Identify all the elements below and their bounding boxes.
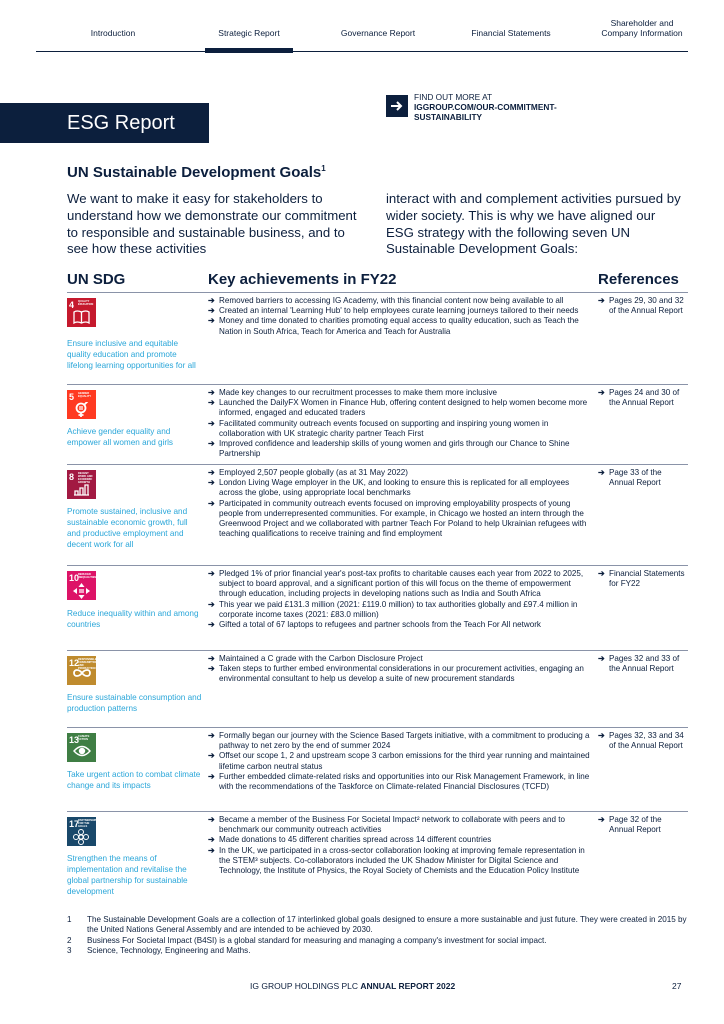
sdg-goal-icon [67,470,96,499]
page-title: ESG Report [67,112,175,134]
sdg-icon-label: CLIMATE ACTION [78,735,90,741]
sdg-row [67,727,688,811]
achievement-text: Participated in community outreach events focused on improving employability prospects of young people from underrepresented communities. For example, in Chicago we hosted an intern through the Greenwood Project and we collaborated with partner Teach For Poland to help Ukrainian refugees with teaching qualifications to receive training and find employment [219,498,587,539]
achievement-item [208,846,593,877]
arrow-right-icon: ➔ [208,306,215,316]
reference-text: Financial Statements for FY22 [609,569,685,589]
achievements-list [208,815,593,876]
references-list [598,388,688,408]
achievement-text: Made donations to 45 different charities spread across 14 different countries [219,835,492,845]
arrow-right-icon: ➔ [208,569,215,578]
achievement-item [208,815,593,835]
intro-text-col2: interact with and complement activities pursued by wider society. This is why we have aligned our ESG strategy with the following seven UN Sustainable Development Goals: [386,191,681,257]
sdg-goal-icon [67,571,96,600]
intro-text-col1: We want to make it easy for stakeholders to understand how we demonstrate our commitment to responsible and sustainable business, and to see how these activities [67,191,357,257]
achievement-item [208,296,593,306]
arrow-right-icon: ➔ [208,388,215,397]
achievements-list [208,731,593,792]
reference-text: Pages 32 and 33 of the Annual Report [609,654,680,674]
arrow-right-icon: ➔ [598,731,605,740]
achievement-text: Removed barriers to accessing IG Academy, with this financial content now being available to all [219,296,564,305]
sdg-goal-icon [67,656,96,685]
sdg-goal-icon [67,390,96,419]
reference-item [598,388,688,408]
achievement-text: Improved confidence and leadership skills of young women and girls through our Chance to Shine Partnership [219,439,570,459]
sdg-number: 8 [69,472,75,482]
achievement-item [208,499,593,540]
find-out-more-link[interactable] [386,93,686,122]
arrow-right-icon: ➔ [208,771,215,781]
arrow-right-icon: ➔ [208,845,215,855]
references-list [598,468,688,488]
achievement-item [208,731,593,751]
arrow-right-icon [386,95,408,117]
achievement-text: Taken steps to further embed environmental considerations in our procurement activities, engaging an environmental consultant to help us develop a suite of new procurement standards [219,664,584,684]
sdg-goal-description: Strengthen the means of implementation and revitalise the global partnership for sustainable development [67,854,188,896]
arrow-right-icon: ➔ [208,439,215,449]
top-navigation [36,0,688,52]
section-title [67,164,326,181]
achievement-item [208,398,593,418]
achievement-item [208,835,593,845]
sdg-row [67,384,688,464]
arrow-right-icon: ➔ [598,468,605,477]
sdg-number: 13 [69,735,80,745]
arrow-right-icon: ➔ [208,751,215,761]
achievement-text: Facilitated community outreach events focused on supporting and inspiring young women in collaboration with UK strategic charity partner Teach First [219,418,549,438]
achievement-text: Pledged 1% of prior financial year's post-tax profits to charitable causes each year from 2022 to 2025, subject to board approval, and a significant portion of this will focus on the theme of empowerment through education, including projects in developing nations such as India and South Africa [219,569,584,599]
sdg-goal-icon [67,298,96,327]
arrow-right-icon: ➔ [208,664,215,674]
references-list [598,815,688,835]
tab-financial-statements[interactable]: Financial Statements [471,27,551,38]
achievement-text: Launched the DailyFX Women in Finance Hub, offering content designed to help women become more informed, engaged and educated traders [219,398,588,418]
reference-text: Pages 24 and 30 of the Annual Report [609,388,680,408]
sdg-row [67,650,688,727]
achievement-text: London Living Wage employer in the UK, and looking to ensure this is replicated for all employees across the globe, using appropriate local benchmarks [219,478,570,498]
sdg-row [67,811,688,901]
reference-item [598,815,688,835]
achievement-item [208,751,593,771]
footer-report-name [250,981,510,991]
arrow-right-icon: ➔ [598,569,605,578]
sdg-icon-label: GENDER EQUALITY [78,392,92,398]
achievement-text: Became a member of the Business For Societal Impact² network to collaborate with peers and to benchmark our community outreach activities [219,815,565,835]
achievement-text: In the UK, we participated in a cross-sector collaboration looking at improving female representation in the STEM³ subjects. Co-collaborators included the UK Shadow Minister for Digital Science and Technology, the Institute of Physics, the Royal Society of Chemists and the Education Policy Institute [219,845,585,876]
tab-governance-report[interactable]: Governance Report [340,27,416,38]
footer-company: IG GROUP HOLDINGS PLC [250,981,359,991]
arrow-right-icon: ➔ [208,620,215,630]
sdg-number: 12 [69,658,80,668]
sdg-number: 10 [69,573,80,583]
footnote: 1 The Sustainable Development Goals are a collection of 17 interlinked global goals designed to ensure a more sustainable and just future. They were created in 2015 by the United Nations General Assembly and are intended to be achieved by 2030. [67,915,687,935]
sdg-row [67,292,688,384]
reference-item [598,731,688,751]
achievement-item [208,620,593,630]
header-references: References [598,271,679,288]
section-title-text: UN Sustainable Development Goals [67,164,322,181]
arrow-right-icon: ➔ [208,835,215,845]
find-out-more-label: FIND OUT MORE AT [414,92,493,102]
arrow-right-icon: ➔ [208,498,215,508]
sdg-icon-label: PARTNERSHIPS FOR THE GOALS [78,819,99,828]
sdg-goal-description: Ensure sustainable consumption and production patterns [67,693,202,713]
tab-strategic-report[interactable]: Strategic Report [205,0,293,52]
sdg-icon-label: DECENT WORK AND ECONOMIC GROWTH [78,472,93,484]
achievement-item [208,600,593,620]
achievement-text: Created an internal 'Learning Hub' to help employees curate learning journeys tailored to their needs [219,306,579,316]
achievement-text: Made key changes to our recruitment processes to make them more inclusive [219,388,498,397]
reference-text: Page 33 of the Annual Report [609,468,662,488]
achievements-list [208,468,593,539]
arrow-right-icon: ➔ [208,296,215,305]
arrow-right-icon: ➔ [208,815,215,824]
tab-introduction[interactable]: Introduction [90,27,136,38]
arrow-right-icon: ➔ [208,418,215,428]
references-list [598,296,688,316]
achievement-text: Maintained a C grade with the Carbon Disclosure Project [219,654,423,663]
reference-item [598,296,688,316]
arrow-right-icon: ➔ [598,654,605,663]
sdg-goal-description: Reduce inequality within and among countries [67,609,199,629]
achievement-item [208,664,593,684]
sdg-goal-description: Ensure inclusive and equitable quality education and promote lifelong learning opportunities for all [67,339,196,370]
achievement-text: Employed 2,507 people globally (as at 31 May 2022) [219,468,408,477]
references-list [598,731,688,751]
achievement-item [208,306,593,316]
sdg-goal-icon [67,817,99,846]
sdg-goal-icon [67,733,96,762]
achievement-text: Formally began our journey with the Science Based Targets initiative, with a commitment to producing a pathway to net zero by the end of summer 2024 [219,731,590,751]
reference-text: Page 32 of the Annual Report [609,815,662,835]
achievement-item [208,468,593,478]
achievements-list [208,388,593,459]
sdg-goal-description: Promote sustained, inclusive and sustainable economic growth, full and productive employment and decent work for all [67,507,188,549]
achievement-text: Further embedded climate-related risks and opportunities into our Risk Management Framework, in line with the recommendations of the Taskforce on Climate-related Financial Disclosures (TCFD) [219,771,590,792]
achievements-list [208,654,593,685]
arrow-right-icon: ➔ [208,599,215,609]
sdg-goal-description: Achieve gender equality and empower all women and girls [67,427,174,447]
achievement-item [208,654,593,664]
sdg-row [67,565,688,650]
achievement-item [208,569,593,600]
achievement-text: Money and time donated to charities promoting equal access to quality education, such as Teach the Nation in South Africa, Teach for America and Teach for Australia [219,316,579,336]
arrow-right-icon: ➔ [208,654,215,663]
reference-item [598,468,688,488]
achievement-text: This year we paid £131.3 million (2021: £119.0 million) to tax authorities globally and £97.4 million in corporate income taxes (2021: £83.0 million) [219,599,578,619]
arrow-right-icon: ➔ [208,731,215,740]
footnote: 3 Science, Technology, Engineering and Maths. [67,946,251,956]
footnotes [67,915,689,957]
footnote: 2 Business For Societal Impact (B4SI) is a global standard for measuring and managing a company's investment for social impact. [67,935,547,945]
achievement-item [208,388,593,398]
achievement-item [208,419,593,439]
reference-item [598,654,688,674]
sdg-row [67,464,688,565]
find-out-more-url[interactable]: IGGROUP.COM/OUR-COMMITMENT-SUSTAINABILITY [414,101,557,122]
header-un-sdg: UN SDG [67,271,126,288]
references-list [598,654,688,674]
sdg-number: 17 [69,819,80,829]
sdg-number: 4 [69,300,75,310]
arrow-right-icon: ➔ [208,316,215,326]
achievement-item [208,478,593,498]
achievements-list [208,296,593,337]
arrow-right-icon: ➔ [208,478,215,488]
references-list [598,569,688,589]
page-title-banner [0,103,209,143]
arrow-right-icon: ➔ [598,388,605,397]
reference-text: Pages 32, 33 and 34 of the Annual Report [609,731,684,751]
sdg-goal-description: Take urgent action to combat climate change and its impacts [67,770,201,790]
arrow-right-icon: ➔ [598,296,605,305]
arrow-right-icon: ➔ [598,815,605,824]
arrow-right-icon: ➔ [208,398,215,408]
achievement-text: Gifted a total of 67 laptops to refugees and partner schools from the Teach For All network [219,620,541,630]
achievement-item [208,772,593,792]
achievements-list [208,569,593,630]
achievement-text: Offset our scope 1, 2 and upstream scope 3 carbon emissions for the third year running and maintained lifetime carbon neutral status [219,751,590,771]
footer-report: ANNUAL REPORT 2022 [360,981,456,991]
achievement-item [208,439,593,459]
achievement-item [208,316,593,336]
footnote-ref: 1 [321,164,326,173]
arrow-right-icon: ➔ [208,468,215,477]
header-key-achievements: Key achievements in FY22 [208,271,397,288]
sdg-icon-label: RESPONSIBLE CONSUMPTION AND PRODUCTION [78,658,98,670]
reference-item [598,569,688,589]
reference-text: Pages 29, 30 and 32 of the Annual Report [609,296,684,316]
sdg-number: 5 [69,392,75,402]
sdg-icon-label: QUALITY EDUCATION [78,300,94,306]
page-number: 27 [672,981,682,991]
tab-shareholder-information[interactable]: Shareholder and Company Information [601,17,683,38]
sdg-icon-label: REDUCED INEQUALITIES [78,573,97,579]
